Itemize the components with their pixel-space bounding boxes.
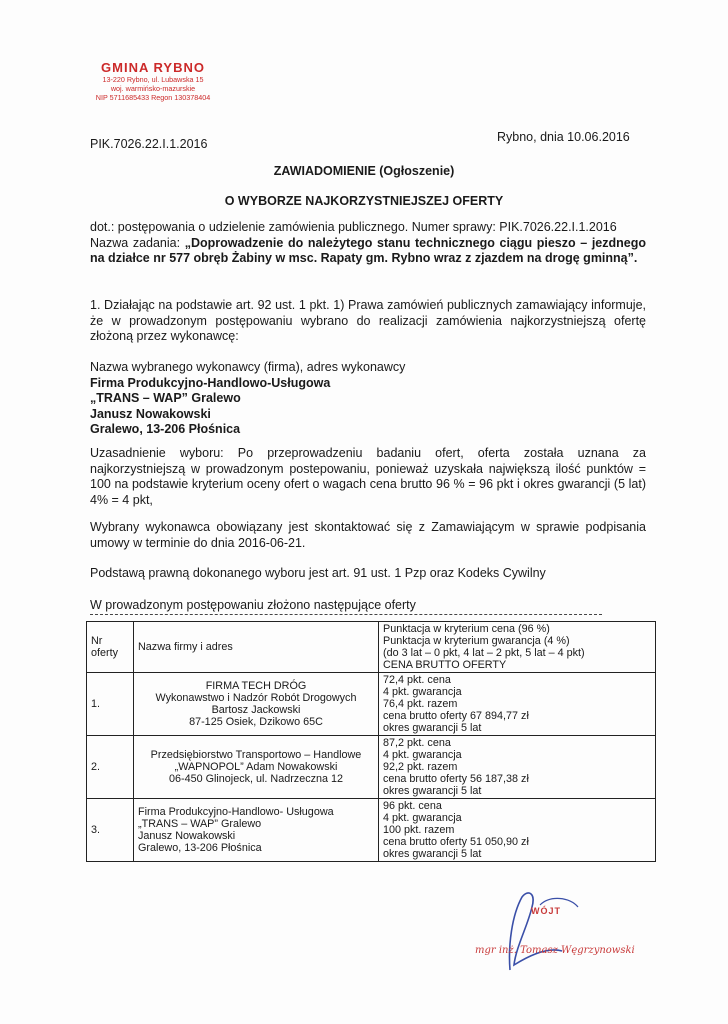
task-label: Nazwa zadania: xyxy=(90,235,181,250)
points-line: 76,4 pkt. razem xyxy=(383,698,458,710)
table-row xyxy=(87,799,656,862)
reference-number: PIK.7026.22.I.1.2016 xyxy=(90,137,208,151)
contractor-line: Janusz Nowakowski xyxy=(90,406,211,421)
header-points xyxy=(379,622,656,673)
table-header-row xyxy=(87,622,656,673)
dashed-divider xyxy=(90,614,602,615)
stamp-address: 13-220 Rybno, ul. Lubawska 15 xyxy=(102,75,204,84)
official-stamp xyxy=(58,60,248,102)
row-firm xyxy=(134,799,379,862)
firm-line: Gralewo, 13-206 Płośnica xyxy=(138,842,262,854)
points-line: 4 pkt. gwarancja xyxy=(383,812,462,824)
points-line: 87,2 pkt. cena xyxy=(383,737,451,749)
row-points xyxy=(379,799,656,862)
document-subtitle: O WYBORZE NAJKORZYSTNIEJSZEJ OFERTY xyxy=(224,194,504,208)
row-firm xyxy=(134,673,379,736)
task-name: „Doprowadzenie do należytego stanu technicznego ciągu pieszo – jezdnego na działce nr 577 obręb Żabiny w msc. Rapaty gm. Rybno wraz z zjazdem na drogę gminną”. xyxy=(90,235,646,265)
table-row xyxy=(87,736,656,799)
justification: Uzasadnienie wyboru: Po przeprowadzeniu badaniu ofert, oferta została uznana za najkorzystniejszą w prowadzonym postepowaniu, ponieważ uzyskała największą ilość punktów = 100 na podstawie kryterium oceny ofert o wagach cena brutto 96 % = 96 pkt i okres gwarancji (5 lat) 4% = 4 pkt, xyxy=(90,446,646,507)
stamp-ids: NIP 5711685433 Regon 130378404 xyxy=(95,93,211,102)
row-nr: 3. xyxy=(87,799,134,862)
points-line: 96 pkt. cena xyxy=(383,800,442,812)
subject-paragraph xyxy=(90,220,646,267)
contractor-label: Nazwa wybranego wykonawcy (firma), adres wykonawcy xyxy=(90,360,406,374)
firm-line: 06-450 Glinojeck, ul. Nadrzeczna 12 xyxy=(168,773,344,785)
stamp-region: woj. warmińsko-mazurskie xyxy=(110,84,196,93)
document-title: ZAWIADOMIENIE (Ogłoszenie) xyxy=(273,164,455,178)
firm-line: „WAPNOPOL” Adam Nowakowski xyxy=(174,761,338,773)
points-line: 72,4 pkt. cena xyxy=(383,674,451,686)
offers-intro: W prowadzonym postępowaniu złożono następujące oferty xyxy=(90,598,416,612)
subject-line: dot.: postępowania o udzielenie zamówienia publicznego. Numer sprawy: PIK.7026.22.I.1.2016 xyxy=(90,220,617,234)
points-line: 4 pkt. gwarancja xyxy=(383,686,462,698)
legal-basis: Podstawą prawną dokonanego wyboru jest art. 91 ust. 1 Pzp oraz Kodeks Cywilny xyxy=(90,566,546,580)
firm-line: „TRANS – WAP” Gralewo xyxy=(138,818,262,830)
section-1: 1. Działając na podstawie art. 92 ust. 1 pkt. 1) Prawa zamówień publicznych zamawiający informuje, że w prowadzonym postępowaniu wybrano do realizacji zamówienia najkorzystniejszą ofertę złożoną przez wykonawcę: xyxy=(90,298,646,343)
points-line: okres gwarancji 5 lat xyxy=(383,848,482,860)
header-points-line: (do 3 lat – 0 pkt, 4 lat – 2 pkt, 5 lat – 4 pkt) xyxy=(383,647,585,659)
header-nr: Nr oferty xyxy=(87,622,134,673)
contractor-line: „TRANS – WAP” Gralewo xyxy=(90,391,241,405)
header-points-line: Punktacja w kryterium gwarancja (4 %) xyxy=(383,635,570,647)
points-line: 100 pkt. razem xyxy=(383,824,455,836)
header-points-line: Punktacja w kryterium cena (96 %) xyxy=(383,623,550,635)
signature-title: WÓJT xyxy=(531,906,561,916)
firm-line: Firma Produkcyjno-Handlowo- Usługowa xyxy=(138,806,334,818)
points-line: 4 pkt. gwarancja xyxy=(383,749,462,761)
contractor-line: Firma Produkcyjno-Handlowo-Usługowa xyxy=(90,375,331,390)
firm-line: FIRMA TECH DRÓG xyxy=(205,680,307,692)
place-date: Rybno, dnia 10.06.2016 xyxy=(497,130,630,144)
row-nr: 1. xyxy=(87,673,134,736)
header-firm: Nazwa firmy i adres xyxy=(134,622,379,673)
stamp-name: GMINA RYBNO xyxy=(101,60,205,75)
points-line: cena brutto oferty 67 894,77 zł xyxy=(383,710,529,722)
row-points xyxy=(379,736,656,799)
points-line: okres gwarancji 5 lat xyxy=(383,722,482,734)
firm-line: 87-125 Osiek, Dzikowo 65C xyxy=(189,716,323,728)
contractor-line: Gralewo, 13-206 Płośnica xyxy=(90,422,241,436)
firm-line: Bartosz Jackowski xyxy=(211,704,301,716)
signature-scribble xyxy=(470,885,640,975)
offers-table xyxy=(86,621,656,862)
firm-line: Janusz Nowakowski xyxy=(138,830,236,842)
contact-notice: Wybrany wykonawca obowiązany jest skontaktować się z Zamawiającym w sprawie podpisania umowy w terminie do dnia 2016-06-21. xyxy=(90,520,646,550)
signature-name: mgr inż. Tomasz Węgrzynowski xyxy=(475,945,635,956)
points-line: okres gwarancji 5 lat xyxy=(383,785,482,797)
row-firm xyxy=(134,736,379,799)
points-line: 92,2 pkt. razem xyxy=(383,761,458,773)
firm-line: Przedsiębiorstwo Transportowo – Handlowe xyxy=(150,749,362,761)
row-points xyxy=(379,673,656,736)
points-line: cena brutto oferty 56 187,38 zł xyxy=(383,773,529,785)
firm-line: Wykonawstwo i Nadzór Robót Drogowych xyxy=(155,692,357,704)
table-row xyxy=(87,673,656,736)
row-nr: 2. xyxy=(87,736,134,799)
contractor-block xyxy=(90,360,646,438)
header-points-line: CENA BRUTTO OFERTY xyxy=(383,659,507,671)
points-line: cena brutto oferty 51 050,90 zł xyxy=(383,836,529,848)
